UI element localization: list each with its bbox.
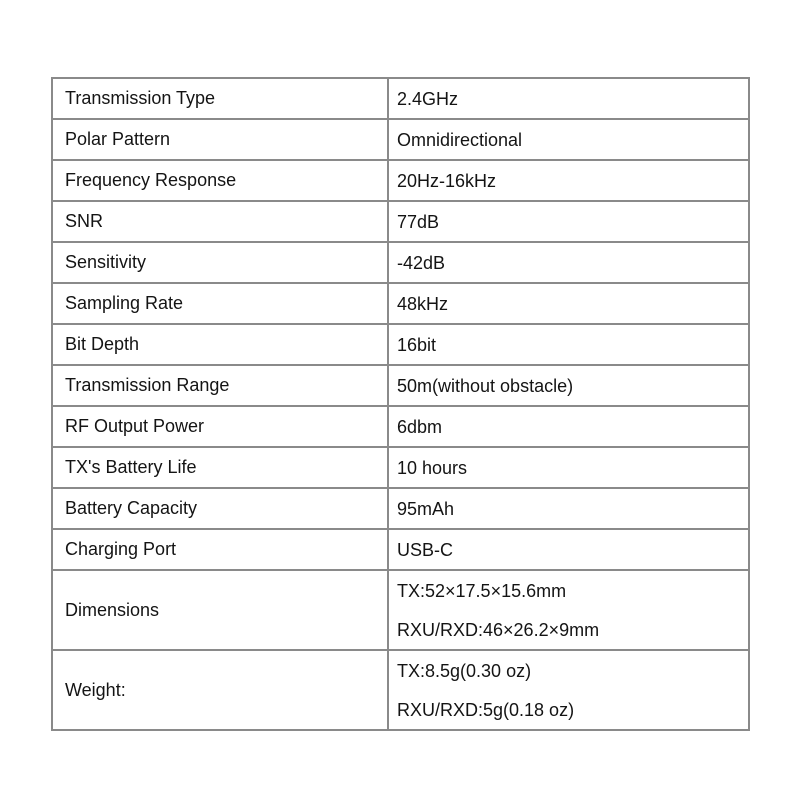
spec-value	[388, 283, 749, 324]
spec-value-line: 16bit	[397, 334, 437, 355]
spec-value-line: USB-C	[397, 539, 454, 560]
spec-value-line: TX:52×17.5×15.6mm	[397, 580, 567, 601]
spec-value-line: 2.4GHz	[397, 88, 459, 109]
spec-value	[388, 119, 749, 160]
table-row	[52, 201, 749, 242]
spec-value-line: RXU/RXD:46×26.2×9mm	[397, 619, 600, 640]
spec-value-line: 48kHz	[397, 293, 449, 314]
spec-value-line: 6dbm	[397, 416, 443, 437]
table-row	[52, 365, 749, 406]
table-row	[52, 488, 749, 529]
spec-label: Sampling Rate	[52, 283, 388, 324]
spec-label: Polar Pattern	[52, 119, 388, 160]
spec-value	[388, 650, 749, 730]
spec-value	[388, 160, 749, 201]
spec-label: Battery Capacity	[52, 488, 388, 529]
spec-value-line: RXU/RXD:5g(0.18 oz)	[397, 699, 575, 720]
spec-label: TX's Battery Life	[52, 447, 388, 488]
table-row	[52, 406, 749, 447]
spec-value-line: 50m(without obstacle)	[397, 375, 574, 396]
spec-value-line: 95mAh	[397, 498, 455, 519]
spec-value-line: Omnidirectional	[397, 129, 523, 150]
spec-label: Frequency Response	[52, 160, 388, 201]
spec-value	[388, 570, 749, 650]
table-row	[52, 447, 749, 488]
spec-label: Sensitivity	[52, 242, 388, 283]
spec-value	[388, 529, 749, 570]
spec-value-line: 77dB	[397, 211, 440, 232]
spec-value-line: TX:8.5g(0.30 oz)	[397, 660, 532, 681]
table-row	[52, 242, 749, 283]
spec-value	[388, 447, 749, 488]
spec-label: Weight:	[52, 650, 388, 730]
table-row	[52, 529, 749, 570]
spec-label: Charging Port	[52, 529, 388, 570]
spec-value-line: 10 hours	[397, 457, 468, 478]
table-row	[52, 570, 749, 650]
spec-value	[388, 242, 749, 283]
table-row	[52, 324, 749, 365]
spec-value-line: 20Hz-16kHz	[397, 170, 497, 191]
spec-label: Dimensions	[52, 570, 388, 650]
spec-label: RF Output Power	[52, 406, 388, 447]
spec-value	[388, 201, 749, 242]
spec-value-line: -42dB	[397, 252, 446, 273]
spec-label: SNR	[52, 201, 388, 242]
spec-label: Transmission Range	[52, 365, 388, 406]
table-row	[52, 160, 749, 201]
spec-value	[388, 488, 749, 529]
spec-table-body	[52, 78, 749, 730]
spec-value	[388, 365, 749, 406]
spec-label: Bit Depth	[52, 324, 388, 365]
table-row	[52, 119, 749, 160]
spec-value	[388, 78, 749, 119]
spec-table	[51, 77, 750, 731]
table-row	[52, 78, 749, 119]
table-row	[52, 650, 749, 730]
spec-value	[388, 324, 749, 365]
table-row	[52, 283, 749, 324]
spec-value	[388, 406, 749, 447]
spec-label: Transmission Type	[52, 78, 388, 119]
